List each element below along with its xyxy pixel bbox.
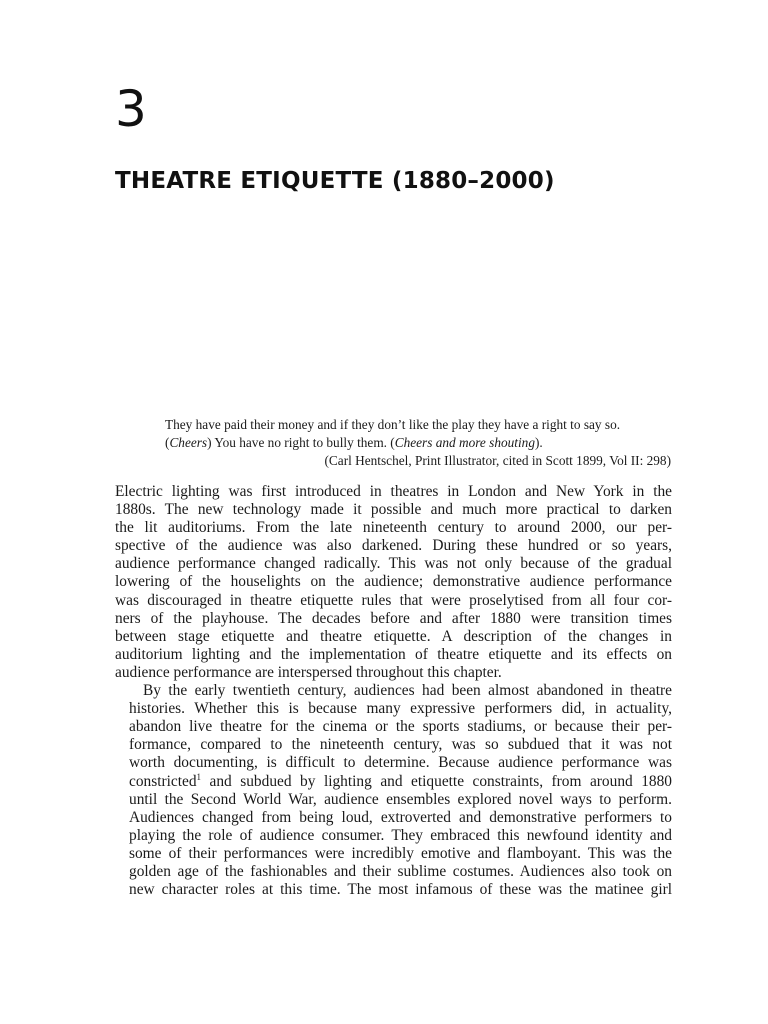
epigraph-text: ). xyxy=(534,435,543,450)
text-line: between stage etiquette and theatre etiquette. A description of the changes in xyxy=(115,627,672,645)
text-line-with-footnote xyxy=(115,773,672,791)
text-line: formance, compared to the nineteenth century, was so subdued that it was not xyxy=(129,736,672,754)
epigraph-quote-line-1: They have paid their money and if they don’t like the play they have a right to say so. xyxy=(165,417,621,432)
chapter-title: THEATRE ETIQUETTE (1880–2000) xyxy=(115,168,555,194)
epigraph-quote-line-2 xyxy=(165,434,671,452)
text-line: By the early twentieth century, audiences had been almost abandoned in theatre xyxy=(143,682,672,700)
text-line: abandon live theatre for the cinema or the sports stadiums, or because their per- xyxy=(129,718,672,736)
footnote-marker[interactable]: 1 xyxy=(196,771,202,782)
text-line: auditorium lighting and the implementation of theatre etiquette and its effects on xyxy=(115,645,672,663)
epigraph-stage-direction: Cheers xyxy=(169,435,208,450)
text-line: ners of the playhouse. The decades before and after 1880 were transition times xyxy=(115,609,672,627)
text-line: lowering of the houselights on the audience; demonstrative audience performance xyxy=(115,573,672,591)
chapter-number: 3 xyxy=(115,80,147,138)
text-line: audience performance are interspersed throughout this chapter. xyxy=(115,663,502,681)
epigraph-stage-direction: Cheers and more shouting xyxy=(394,435,535,450)
text-fragment: constricted xyxy=(129,772,197,790)
text-fragment: and subdued by lighting and etiquette constraints, from around 1880 xyxy=(201,772,672,790)
text-line: histories. Whether this is because many expressive performers did, in actuality, xyxy=(129,700,672,718)
text-line: spective of the audience was also darkened. During these hundred or so years, xyxy=(115,537,672,555)
paragraph-2 xyxy=(115,682,672,899)
paragraph-1 xyxy=(115,483,672,682)
text-line: until the Second World War, audience ensembles explored novel ways to perform. xyxy=(129,790,672,808)
text-line: playing the role of audience consumer. They embraced this newfound identity and xyxy=(129,826,672,844)
text-line: Electric lighting was first introduced in theatres in London and New York in the xyxy=(115,483,672,500)
text-line: new character roles at this time. The most infamous of these was the matinee girl xyxy=(129,881,672,899)
text-line: Audiences changed from being loud, extroverted and demonstrative performers to xyxy=(129,808,672,826)
epigraph xyxy=(165,416,671,470)
epigraph-text: ( xyxy=(165,435,170,450)
text-line: was discouraged in theatre etiquette rules that were proselytised from all four cor- xyxy=(115,591,672,609)
text-line: 1880s. The new technology made it possible and much more practical to darken xyxy=(115,501,672,519)
epigraph-source: (Carl Hentschel, Print Illustrator, cited in Scott 1899, Vol II: 298) xyxy=(324,453,671,468)
text-line: golden age of the fashionables and their sublime costumes. Audiences also took on xyxy=(129,862,672,880)
text-line: the lit auditoriums. From the late nineteenth century to around 2000, our per- xyxy=(115,519,672,537)
text-line: audience performance changed radically. This was not only because of the gradual xyxy=(115,555,672,573)
epigraph-text: ) You have no right to bully them. ( xyxy=(207,435,395,450)
body-text xyxy=(115,483,672,899)
text-line: some of their performances were incredibly emotive and flamboyant. This was the xyxy=(129,844,672,862)
text-line: worth documenting, is difficult to determine. Because audience performance was xyxy=(129,754,672,772)
